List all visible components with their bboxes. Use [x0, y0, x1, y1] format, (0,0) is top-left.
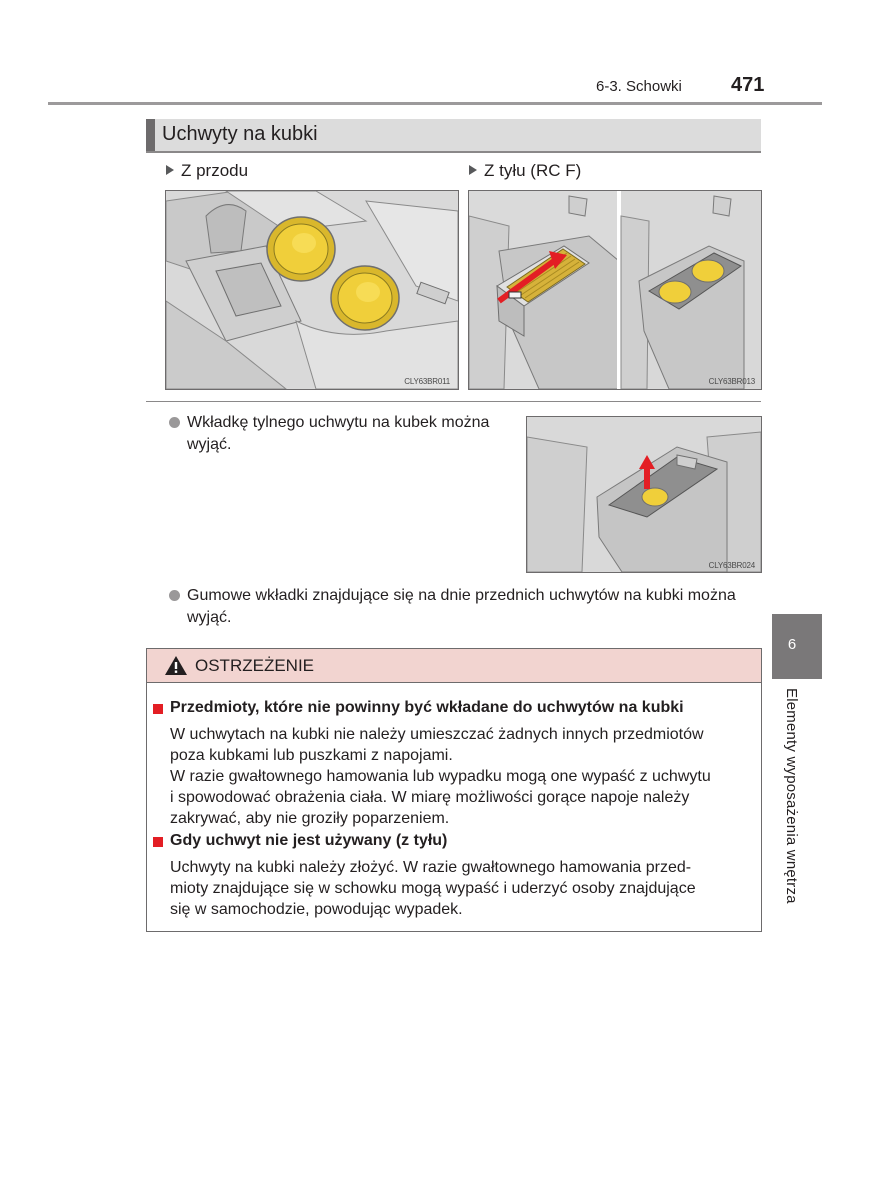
- warning-header: [147, 649, 761, 683]
- page-number: 471: [731, 74, 765, 96]
- bullet-text-2: Gumowe wkładki znajdujące się na dnie przednich uchwytów na kubki można wyjąć.: [187, 587, 736, 626]
- rear-caption-text: Z tyłu (RC F): [484, 161, 582, 180]
- warning-line: zakrywać, aby nie groziły poparzeniem.: [170, 810, 450, 827]
- warning-title: OSTRZEŻENIE: [195, 656, 315, 675]
- warning-subheading-2: Gdy uchwyt nie jest używany (z tyłu): [170, 832, 448, 849]
- chapter-tab: [772, 614, 822, 679]
- section-title: Uchwyty na kubki: [162, 123, 318, 145]
- front-cupholder-illustration: [165, 190, 459, 390]
- front-caption: [166, 161, 248, 181]
- section-heading-bar: [146, 119, 155, 151]
- bullet-text-1: Wkładkę tylnego uchwytu na kubek można wyjąć.: [187, 414, 490, 453]
- warning-line: i spowodować obrażenia ciała. W miarę możliwości gorące napoje należy: [170, 789, 690, 806]
- warning-paragraph-2: [170, 857, 760, 920]
- warning-line: mioty znajdujące się w schowku mogą wypaść i uderzyć osoby znajdujące: [170, 880, 696, 897]
- warning-line: poza kubkami lub puszkami z napojami.: [170, 747, 453, 764]
- warning-paragraph-1: [170, 724, 760, 829]
- warning-line: W razie gwałtownego hamowania lub wypadku mogą one wypaść z uchwytu: [170, 768, 711, 785]
- rear-insert-illustration: [526, 416, 762, 573]
- rear-cupholder-illustration: [468, 190, 762, 390]
- chapter-label: Elementy wyposażenia wnętrza: [783, 688, 800, 904]
- chapter-number: 6: [787, 636, 797, 653]
- warning-line: W uchwytach na kubki nie należy umieszczać żadnych innych przedmiotów: [170, 726, 704, 743]
- red-square-bullet-icon: [153, 704, 163, 714]
- front-figure-code: CLY63BR011: [404, 377, 450, 386]
- insert-figure-code: CLY63BR024: [708, 561, 755, 570]
- warning-line: Uchwyty na kubki należy złożyć. W razie gwałtownego hamowania przed-: [170, 859, 692, 876]
- rear-caption: [469, 161, 581, 181]
- gray-bullet-icon: [169, 590, 180, 601]
- rear-figure-code: CLY63BR013: [708, 377, 755, 386]
- warning-box: [146, 648, 762, 932]
- triangle-bullet-icon: [166, 165, 174, 175]
- triangle-bullet-icon: [469, 165, 477, 175]
- header-rule: [48, 102, 822, 105]
- gray-bullet-icon: [169, 417, 180, 428]
- warning-line: się w samochodzie, powodując wypadek.: [170, 901, 463, 918]
- front-caption-text: Z przodu: [181, 161, 249, 180]
- warning-subheading-1: Przedmioty, które nie powinny być wkładane do uchwytów na kubki: [170, 699, 684, 716]
- running-header-section: 6-3. Schowki: [596, 78, 682, 95]
- section-divider: [146, 401, 761, 402]
- section-heading: [146, 119, 761, 153]
- red-square-bullet-icon: [153, 837, 163, 847]
- warning-triangle-icon: [164, 655, 188, 676]
